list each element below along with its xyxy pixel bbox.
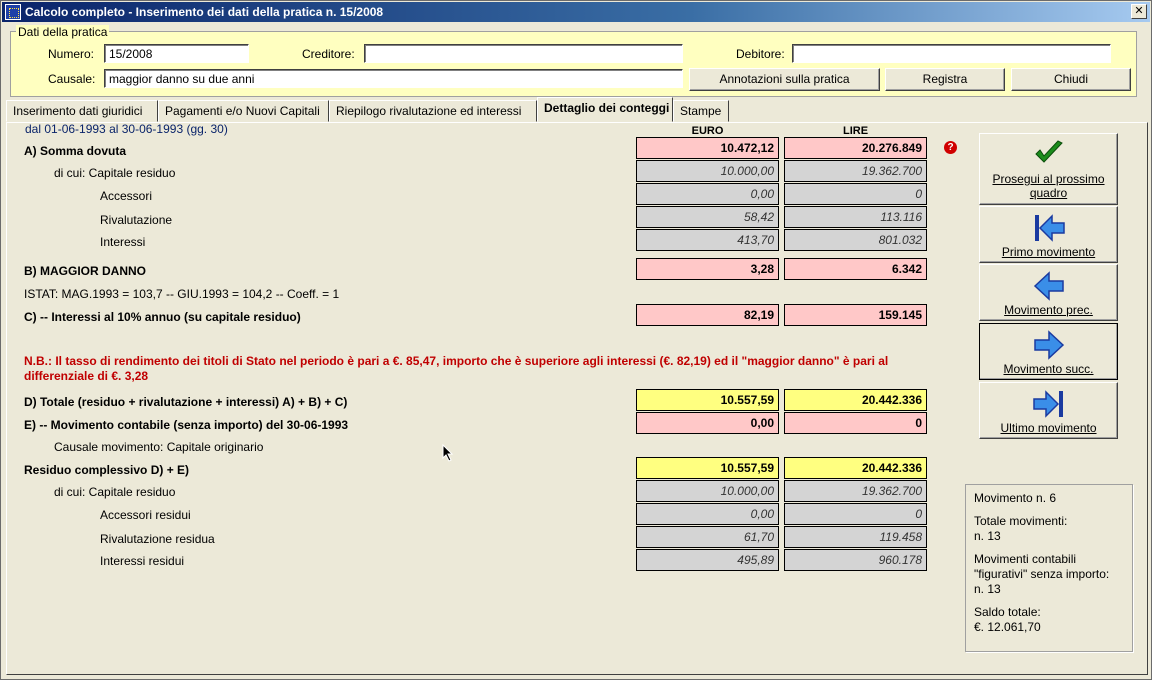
somma-dovuta-lire: 20.276.849 [784,137,927,159]
res-accessori-lire: 0 [784,503,927,525]
lire-column-header: LIRE [842,125,869,137]
totale-lire: 20.442.336 [784,389,927,411]
interessi-10-euro: 82,19 [636,304,779,326]
debitore-label: Debitore: [736,47,785,61]
tab-dettaglio-conteggi[interactable]: Dettaglio dei conteggi [537,97,673,122]
euro-column-header: EURO [691,125,724,137]
tab-inserimento-dati-giuridici[interactable]: Inserimento dati giuridici [6,100,158,122]
checkmark-icon [1034,140,1064,169]
res-rivalutazione-label: Rivalutazione residua [100,532,215,546]
causale-field[interactable]: maggior danno su due anni [104,69,683,88]
res-rivalutazione-lire: 119.458 [784,526,927,548]
ultimo-movimento-button[interactable] [979,382,1118,439]
last-arrow-icon [1032,389,1066,422]
res-interessi-euro: 495,89 [636,549,779,571]
causale-movimento-text: Causale movimento: Capitale originario [54,440,264,454]
chiudi-button[interactable]: Chiudi [1011,68,1131,91]
capitale-residuo-label: di cui: Capitale residuo [54,166,176,180]
interessi-label: Interessi [100,235,146,249]
registra-button[interactable]: Registra [885,68,1005,91]
totale-movimenti-value: n. 13 [974,529,1001,543]
ultimo-movimento-label: Ultimo movimento [1000,421,1097,435]
numero-label: Numero: [48,47,95,61]
right-arrow-icon [1032,330,1066,363]
primo-movimento-label: Primo movimento [1001,245,1096,259]
interessi-euro: 413,70 [636,229,779,251]
movimento-contabile-euro: 0,00 [636,412,779,434]
left-arrow-icon [1032,271,1066,304]
accessori-lire: 0 [784,183,927,205]
interessi-10-lire: 159.145 [784,304,927,326]
saldo-totale-value: €. 12.061,70 [974,620,1041,634]
movimento-contabile-lire: 0 [784,412,927,434]
debitore-field[interactable] [792,44,1111,63]
capitale-residuo-lire: 19.362.700 [784,160,927,182]
res-capitale-lire: 19.362.700 [784,480,927,502]
maggior-danno-lire: 6.342 [784,258,927,280]
res-accessori-label: Accessori residui [100,508,191,522]
somma-dovuta-label: A) Somma dovuta [24,144,127,158]
movimento-contabile-label: E) -- Movimento contabile (senza importo) del 30-06-1993 [24,418,349,432]
totale-euro: 10.557,59 [636,389,779,411]
movimento-succ-label: Movimento succ. [1003,362,1094,376]
movimento-number: Movimento n. 6 [974,491,1057,505]
maggior-danno-label: B) MAGGIOR DANNO [24,264,146,278]
res-capitale-euro: 10.000,00 [636,480,779,502]
nb-note: N.B.: Il tasso di rendimento dei titoli di Stato nel periodo è pari a €. 85,47, importo che è superiore agli interessi (€. 82,19) ed il "maggior danno" è pari al differenziale di €. 3,28 [24,354,889,383]
residuo-complessivo-euro: 10.557,59 [636,457,779,479]
movimento-prec-button[interactable] [979,264,1118,321]
residuo-complessivo-label: Residuo complessivo D) + E) [24,463,190,477]
help-icon[interactable]: ? [944,141,957,154]
creditore-field[interactable] [364,44,683,63]
movement-info-box [965,484,1133,652]
annotazioni-button[interactable]: Annotazioni sulla pratica [689,68,880,91]
prosegui-label: Prosegui al prossimo quadro [992,172,1105,200]
res-capitale-label: di cui: Capitale residuo [54,485,176,499]
tab-stampe[interactable]: Stampe [673,100,729,122]
figurativi-value: n. 13 [974,582,1001,596]
figurativi-label-1: Movimenti contabili [974,552,1077,566]
numero-field[interactable]: 15/2008 [104,44,249,63]
window-title: Calcolo completo - Inserimento dei dati della pratica n. 15/2008 [25,5,384,19]
period-text: dal 01-06-1993 al 30-06-1993 (gg. 30) [25,122,228,136]
title-bar[interactable] [2,2,1150,22]
totale-movimenti-label: Totale movimenti: [974,514,1068,528]
rivalutazione-euro: 58,42 [636,206,779,228]
primo-movimento-button[interactable] [979,206,1118,263]
causale-label: Causale: [48,72,96,86]
interessi-lire: 801.032 [784,229,927,251]
res-rivalutazione-euro: 61,70 [636,526,779,548]
figurativi-label-2: "figurativi" senza importo: [974,567,1110,581]
close-window-button[interactable]: ✕ [1131,4,1147,19]
accessori-label: Accessori [100,189,153,203]
res-interessi-lire: 960.178 [784,549,927,571]
maggior-danno-euro: 3,28 [636,258,779,280]
somma-dovuta-euro: 10.472,12 [636,137,779,159]
rivalutazione-label: Rivalutazione [100,213,173,227]
first-arrow-icon [1032,213,1066,246]
capitale-residuo-euro: 10.000,00 [636,160,779,182]
tab-riepilogo-rivalutazione[interactable]: Riepilogo rivalutazione ed interessi [329,100,537,122]
movimento-prec-label: Movimento prec. [1004,303,1093,317]
totale-label: D) Totale (residuo + rivalutazione + interessi) A) + B) + C) [24,395,348,409]
movimento-succ-button[interactable] [979,323,1118,380]
istat-text: ISTAT: MAG.1993 = 103,7 -- GIU.1993 = 104,2 -- Coeff. = 1 [24,287,340,301]
tab-pagamenti-nuovi-capitali[interactable]: Pagamenti e/o Nuovi Capitali [158,100,329,122]
res-interessi-label: Interessi residui [100,554,185,568]
rivalutazione-lire: 113.116 [784,206,927,228]
practice-data-legend: Dati della pratica [18,25,108,39]
accessori-euro: 0,00 [636,183,779,205]
app-icon[interactable] [5,4,21,20]
mouse-cursor-icon [442,444,454,465]
interessi-10-label: C) -- Interessi al 10% annuo (su capitale residuo) [24,310,301,324]
creditore-label: Creditore: [302,47,355,61]
residuo-complessivo-lire: 20.442.336 [784,457,927,479]
saldo-totale-label: Saldo totale: [974,605,1041,619]
res-accessori-euro: 0,00 [636,503,779,525]
prosegui-button[interactable] [979,133,1118,205]
